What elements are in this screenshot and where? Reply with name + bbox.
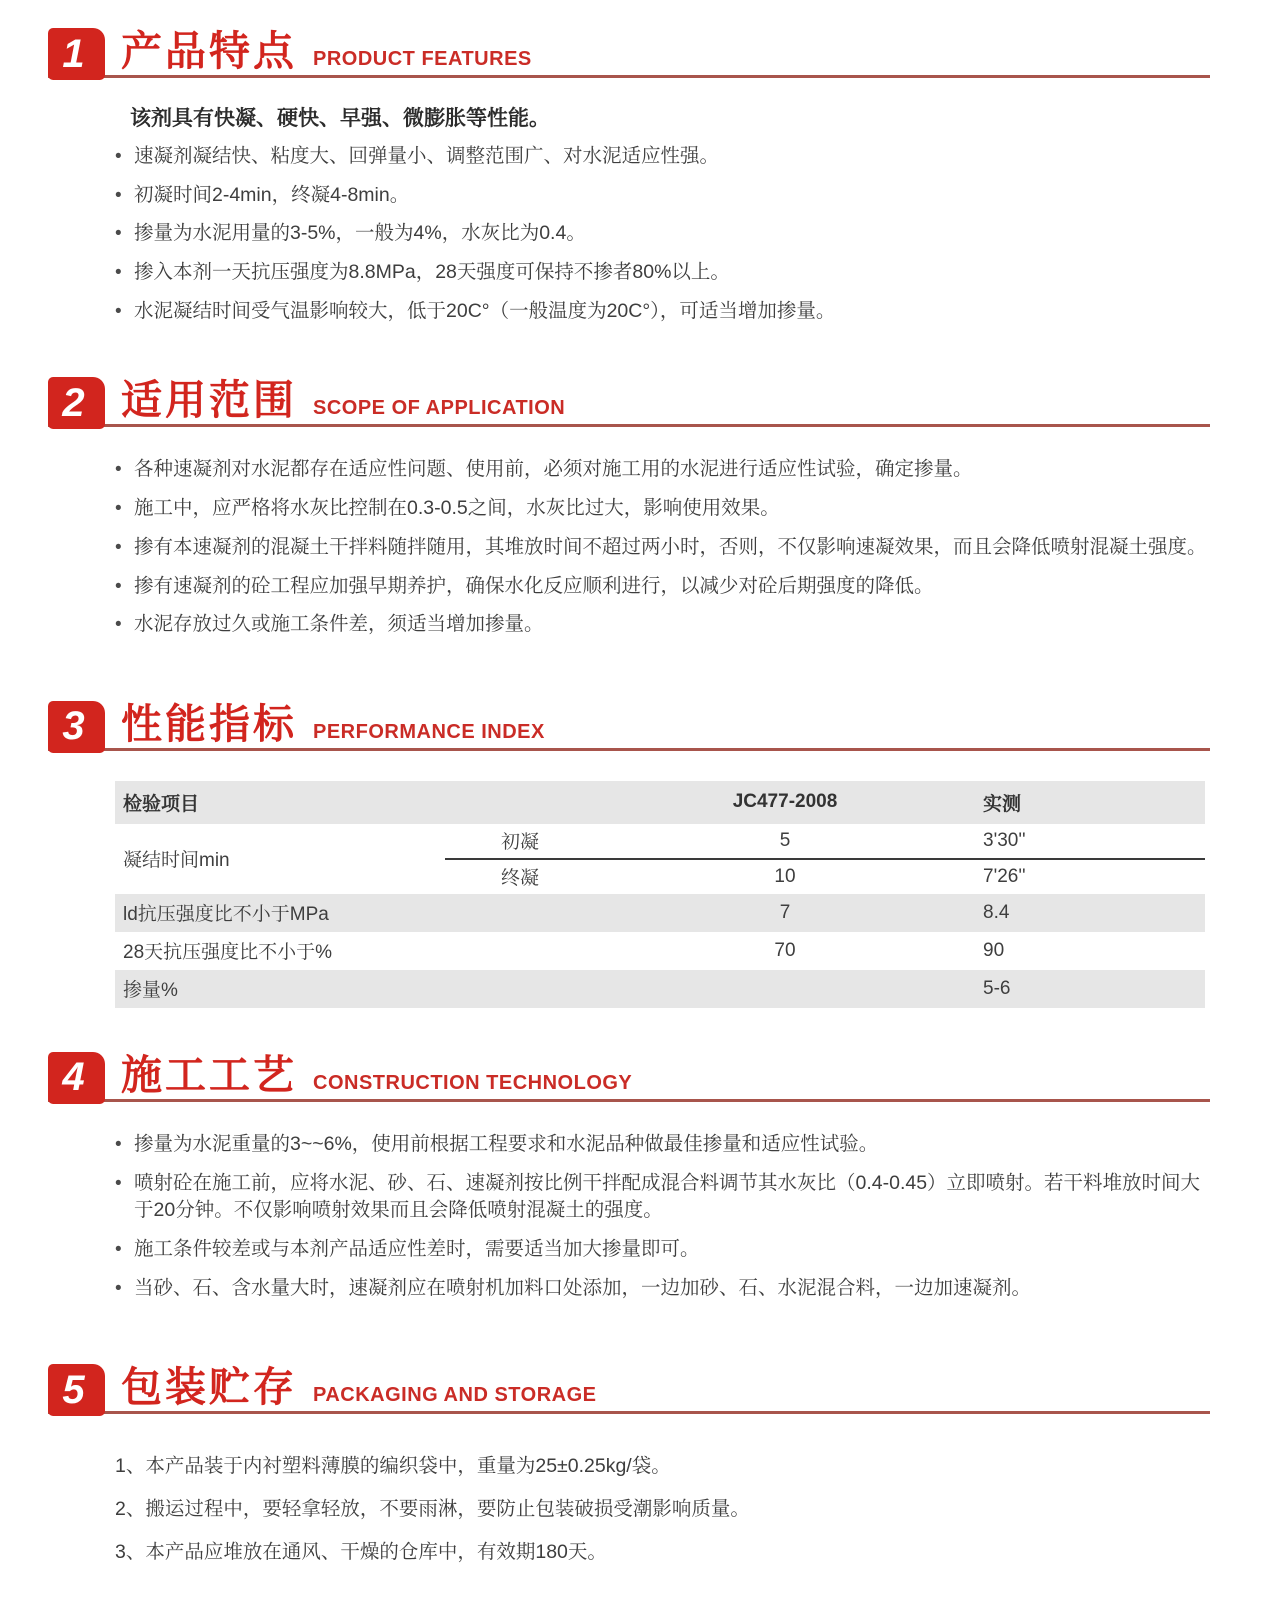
section-1-header <box>48 28 1210 78</box>
cell-initial-name: 初凝 <box>445 824 595 859</box>
section-2-header <box>48 377 1210 427</box>
section-4-number-badge: 4 <box>48 1052 105 1104</box>
section-4-header <box>48 1052 1210 1102</box>
bullet-item: • 速凝剂凝结快、粘度大、回弹量小、调整范围广、对水泥适应性强。 <box>115 143 1210 171</box>
section-1-content <box>48 78 1210 325</box>
cell-final-standard: 10 <box>774 865 796 887</box>
table-row-1d-strength <box>115 894 1205 932</box>
section-4-content <box>48 1102 1210 1302</box>
cell-measured: 90 <box>983 939 1005 961</box>
section-product-features <box>48 28 1210 325</box>
scope-list <box>115 456 1210 638</box>
table-row-setting-initial <box>115 824 1205 859</box>
table-row-28d-strength <box>115 932 1205 970</box>
section-1-title-en: PRODUCT FEATURES <box>313 48 532 70</box>
construction-list <box>115 1131 1210 1302</box>
cell-spacer <box>445 932 595 970</box>
section-2-content <box>48 427 1210 638</box>
section-1-number-badge: 1 <box>48 28 105 80</box>
section-4-title-zh: 施工工艺 <box>121 1051 297 1098</box>
header-spacer <box>445 781 595 824</box>
numbered-item: 3、本产品应堆放在通风、干燥的仓库中，有效期180天。 <box>115 1540 607 1563</box>
cell-measured: 5-6 <box>975 970 1205 1008</box>
header-item: 检验项目 <box>115 781 445 824</box>
bullet-item: • 施工条件较差或与本剂产品适应性差时，需要适当加大掺量即可。 <box>115 1236 1210 1264</box>
section-1-title-zh: 产品特点 <box>121 28 297 74</box>
product-features-list <box>115 143 1210 325</box>
section-3-content <box>48 751 1210 1008</box>
section-3-title-en: PERFORMANCE INDEX <box>313 720 545 743</box>
cell-item: 掺量% <box>115 970 445 1008</box>
header-measured: 实测 <box>975 781 1205 824</box>
cell-standard: 7 <box>595 894 975 932</box>
section-5-title-en: PACKAGING AND STORAGE <box>313 1384 597 1407</box>
cell-item: 28天抗压强度比不小于% <box>123 942 333 964</box>
section-3-title-zh: 性能指标 <box>121 700 297 747</box>
section-3-number-badge: 3 <box>48 701 105 753</box>
cell-spacer <box>445 894 595 932</box>
bullet-item: • 水泥存放过久或施工条件差，须适当增加掺量。 <box>115 611 1210 639</box>
header-standard: JC477-2008 <box>595 781 975 824</box>
cell-spacer <box>445 970 595 1008</box>
cell-initial-measured: 3'30'' <box>975 824 1205 859</box>
table-header-row <box>115 781 1205 824</box>
bullet-item: • 掺量为水泥重量的3~~6%，使用前根据工程要求和水泥品种做最佳掺量和适应性试验。 <box>115 1131 1210 1159</box>
table-row-dosage <box>115 970 1205 1008</box>
cell-standard: 70 <box>774 939 796 961</box>
product-features-intro: 该剂具有快凝、硬快、早强、微膨胀等性能。 <box>130 107 550 130</box>
bullet-item: • 施工中，应严格将水灰比控制在0.3-0.5之间，水灰比过大，影响使用效果。 <box>115 495 1210 523</box>
bullet-item: • 初凝时间2-4min，终凝4-8min。 <box>115 182 1210 210</box>
section-2-number-badge: 2 <box>48 377 105 429</box>
section-5-content <box>48 1414 1210 1566</box>
section-5-title-zh: 包装贮存 <box>121 1364 297 1411</box>
bullet-item: • 掺有本速凝剂的混凝土干拌料随拌随用，其堆放时间不超过两小时，否则，不仅影响速凝效果，而且会降低喷射混凝土强度。 <box>115 534 1210 562</box>
bullet-item: • 掺量为水泥用量的3-5%，一般为4%，水灰比为0.4。 <box>115 220 1210 248</box>
numbered-item: 2、搬运过程中，要轻拿轻放，不要雨淋，要防止包装破损受潮影响质量。 <box>115 1498 750 1520</box>
section-scope-of-application <box>48 377 1210 638</box>
section-4-title-en: CONSTRUCTION TECHNOLOGY <box>313 1071 633 1094</box>
section-3-header <box>48 701 1210 751</box>
cell-initial-standard: 5 <box>595 824 975 859</box>
section-5-header <box>48 1364 1210 1414</box>
cell-measured: 8.4 <box>975 894 1205 932</box>
numbered-item: 1、本产品装于内衬塑料薄膜的编织袋中，重量为25±0.25kg/袋。 <box>115 1455 671 1478</box>
section-performance-index <box>48 701 1210 1008</box>
bullet-item: • 掺有速凝剂的砼工程应加强早期养护，确保水化反应顺利进行，以减少对砼后期强度的降低。 <box>115 573 1210 601</box>
bullet-item: • 掺入本剂一天抗压强度为8.8MPa，28天强度可保持不掺者80%以上。 <box>115 259 1210 287</box>
section-5-number-badge: 5 <box>48 1364 105 1416</box>
section-2-title-en: SCOPE OF APPLICATION <box>313 397 566 420</box>
cell-final-name: 终凝 <box>500 868 539 890</box>
performance-index-table <box>115 781 1205 1008</box>
bullet-item: • 喷射砼在施工前，应将水泥、砂、石、速凝剂按比例干拌配成混合料调节其水灰比（0.4-0.45）立即喷射。若干料堆放时间大于20分钟。不仅影响喷射效果而且会降低喷射混凝土的强度。 <box>115 1170 1210 1225</box>
cell-standard <box>595 970 975 1008</box>
bullet-item: • 当砂、石、含水量大时，速凝剂应在喷射机加料口处添加，一边加砂、石、水泥混合料，一边加速凝剂。 <box>115 1275 1210 1303</box>
bullet-item: • 各种速凝剂对水泥都存在适应性问题、使用前，必须对施工用的水泥进行适应性试验，确定掺量。 <box>115 456 1210 484</box>
cell-final-measured: 7'26'' <box>983 865 1026 887</box>
packaging-list <box>115 1453 1210 1566</box>
bullet-item: • 水泥凝结时间受气温影响较大，低于20C°（一般温度为20C°），可适当增加掺量。 <box>115 298 1210 326</box>
cell-setting-time-label: 凝结时间min <box>123 850 230 872</box>
section-packaging-and-storage <box>48 1364 1210 1566</box>
cell-item: ld抗压强度比不小于MPa <box>115 894 445 932</box>
section-construction-technology <box>48 1052 1210 1302</box>
section-2-title-zh: 适用范围 <box>121 377 297 424</box>
